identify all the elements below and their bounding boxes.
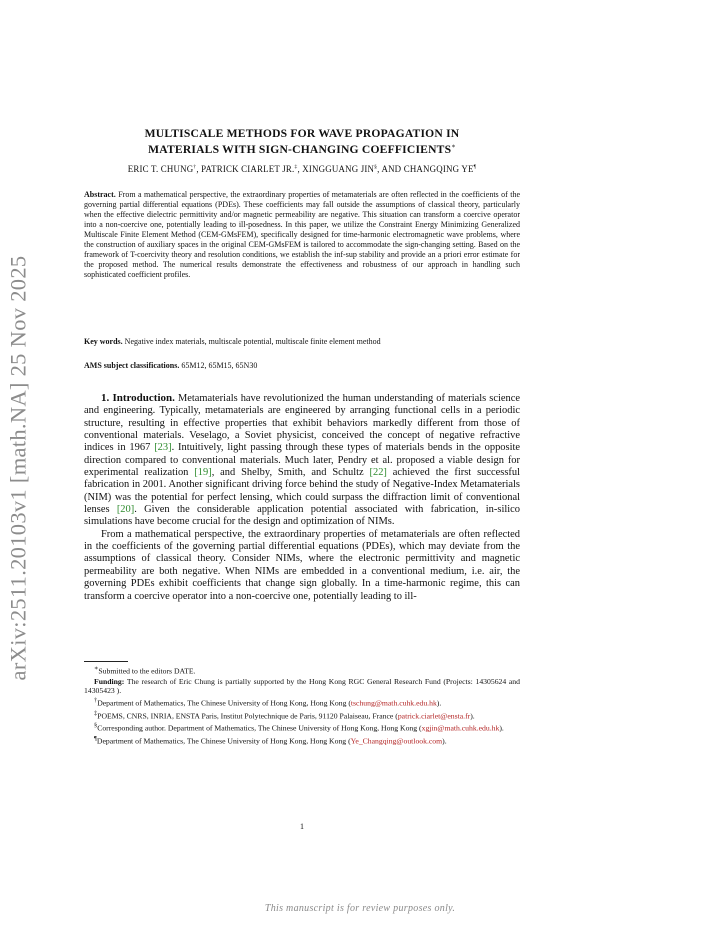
intro-paragraph-1: 1. Introduction. Metamaterials have revolutionized the human understanding of materials science and engineering. Typically, metamaterials are engineered by arranging functional cells in a periodic structure, resulting in effective properties that exhibit behaviors markedly different from those of conventional materials. Veselago, a Soviet physicist, conceived the concept of negative refractive indices in 1967 [23]. Intuitively, light passing through these types of materials bends in the opposite direction compared to conventional materials. Much later, Pendry et al. proposed a viable design for experimental realization [19], and Shelby, Smith, and Schultz [22] achieved the first successful fabrication in 2001. Another significant driving force behind the study of Negative-Index Metamaterials (NIM) was the potential for perfect lensing, which could surpass the diffraction limit of conventional lenses [20]. Given the considerable application potential associated with fabrication, in-silico simulations have become crucial for the design and optimization of NIMs.	[84, 392, 521, 528]
review-notice: This manuscript is for review purposes only.	[264, 903, 456, 914]
citation-link[interactable]: [19]	[194, 467, 212, 479]
footnote-author-4: ¶Department of Mathematics, The Chinese University of Hong Kong, Hong Kong (Ye_Changqing@outlook.com).	[94, 734, 447, 746]
email-link[interactable]: Ye_Changqing@outlook.com	[350, 736, 443, 746]
footnote-author-3: §Corresponding author. Department of Mathematics, The Chinese University of Hong Kong, Hong Kong (xgjin@math.cuhk.edu.hk).	[94, 722, 504, 734]
citation-link[interactable]: [23]	[154, 442, 172, 454]
footnote-funding: Funding: The research of Eric Chung is partially supported by the Hong Kong RGC General Research Fund (Projects: 14305624 and 14305423 ).	[84, 676, 520, 696]
intro-paragraph-2: From a mathematical perspective, the extraordinary properties of metamaterials are often reflected in the coefficients of the governing partial differential equations (PDEs), which may deviate from the assumptions of classical theory. Consider NIMs, where the electronic permittivity and magnetic permeability are both negative. When NIMs are embedded in a conventional medium, i.e. air, the governing PDEs exhibit coefficients that change sign globally. In a time-harmonic regime, this can transform a coercive operator into a non-coercive one, potentially leading to ill-	[84, 528, 520, 602]
footnotes	[84, 664, 520, 746]
paper-title	[84, 127, 520, 156]
abstract-label: Abstract.	[84, 190, 116, 199]
arxiv-stamp-text: arXiv:2511.20103v1 [math.NA] 25 Nov 2025	[5, 255, 30, 680]
keywords: Key words. Negative index materials, multiscale potential, multiscale finite element method	[84, 337, 381, 346]
email-link[interactable]: xgjin@math.cuhk.edu.hk	[421, 724, 500, 734]
citation-link[interactable]: [22]	[369, 467, 387, 479]
page-number: 1	[300, 822, 304, 831]
citation-link[interactable]: [20]	[116, 504, 135, 516]
arxiv-stamp	[2, 245, 34, 690]
footnote-author-2: ‡POEMS, CNRS, INRIA, ENSTA Paris, Institut Polytechnique de Paris, 91120 Palaiseau, France (patrick.ciarlet@ensta.fr).	[94, 709, 475, 721]
ams-classifications: AMS subject classifications. 65M12, 65M15, 65N30	[84, 361, 258, 370]
abstract	[84, 190, 520, 280]
footnote-author-1: †Department of Mathematics, The Chinese University of Hong Kong, Hong Kong (tschung@math.cuhk.edu.hk).	[94, 697, 442, 708]
title-line-2: MATERIALS WITH SIGN-CHANGING COEFFICIENTS∗	[148, 142, 456, 156]
email-link[interactable]: patrick.ciarlet@ensta.fr	[397, 711, 471, 721]
author-list: ERIC T. CHUNG†, PATRICK CIARLET JR.‡, XINGGUANG JIN§, AND CHANGQING YE¶	[127, 164, 477, 174]
section-heading: 1. Introduction.	[101, 392, 175, 404]
footnote-submitted: ∗Submitted to the editors DATE.	[94, 665, 196, 676]
introduction-section	[84, 392, 520, 603]
footnote-rule	[84, 661, 128, 662]
email-link[interactable]: tschung@math.cuhk.edu.hk	[350, 698, 437, 708]
title-line-1: MULTISCALE METHODS FOR WAVE PROPAGATION IN	[144, 127, 460, 140]
abstract-text: From a mathematical perspective, the extraordinary properties of metamaterials are often reflected in the coefficients of the governing partial differential equations (PDEs). These coefficients may fall outside the assumptions of classical theory, particularly when the effective dielectric permittivity and/or magnetic permeability are negative. This situation can transform a coercive operator into a non-coercive one, potentially leading to ill-posedness. In this paper, we utilize the Constraint Energy Minimizing Generalized Multiscale Finite Element Method (CEM-GMsFEM), specifically designed for time-harmonic electromagnetic wave problems, where the construction of auxiliary spaces in the original CEM-GMsFEM is tailored to accommodate the sign-changing setting. Based on the framework of T-coercivity theory and resolution conditions, we establish the inf-sup stability and provide an a priori error estimate for the proposed method. The numerical results demonstrate the effectiveness and robustness of our approach in handling such sophisticated coefficient profiles.	[84, 190, 520, 279]
